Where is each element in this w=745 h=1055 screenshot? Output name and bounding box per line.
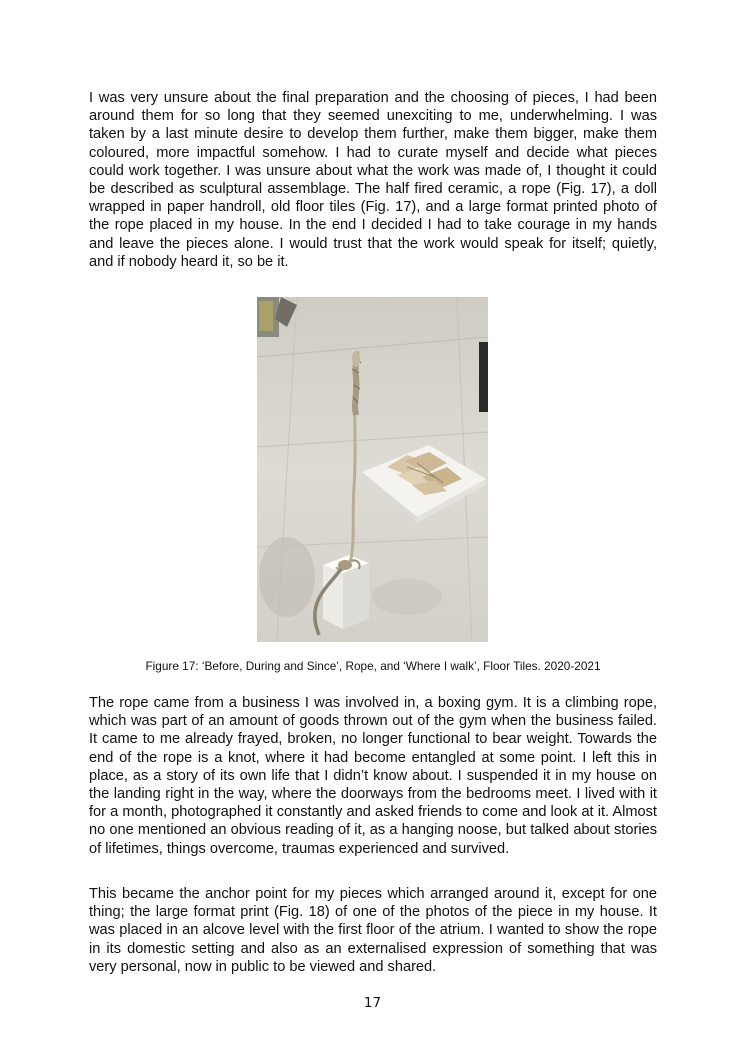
rope-plinth [323, 565, 343, 629]
page-number: 17 [363, 995, 382, 1011]
paragraph-3: This became the anchor point for my pieces which arranged around it, except for one thing; the large format print (Fig. 18) of one of the photos of the piece in my house. It was placed in an alcove level with the first floor of the atrium. I wanted to show the rope in its domestic setting and also as an externalised expression of something that was very personal, now in public to be viewed and shared. [89, 886, 657, 975]
figure-caption: Figure 17: ‘Before, During and Since’, Rope, and ‘Where I walk’, Floor Tiles. 2020-2021 [145, 659, 601, 673]
paragraph-2: The rope came from a business I was involved in, a boxing gym. It is a climbing rope, which was part of an amount of goods thrown out of the gym when the business failed. It came to me already frayed, broken, no longer functional to bear weight. Towards the end of the rope is a knot, where it had become entangled at some point. I left this in place, as a story of its own life that I didn’t know about. I suspended it in my house on the landing right in the way, where the doorways from the bedrooms meet. I lived with it for a month, photographed it constantly and asked friends to come and look at it. Almost no one mentioned an obvious reading of it, as a hanging noose, but talked about stories of lifetimes, things overcome, traumas experienced and survived. [89, 695, 657, 857]
figure-17-photo [257, 297, 488, 642]
rope-and-tiles-photo [257, 297, 488, 642]
paragraph-1: I was very unsure about the final preparation and the choosing of pieces, I had been around them for so long that they seemed unexciting to me, underwhelming. I was taken by a last minute desire to develop them further, make them bigger, make them coloured, more impactful somehow. I had to curate myself and decide what pieces could work together. I was unsure about what the work was made of, I thought it could be described as sculptural assemblage. The half fired ceramic, a rope (Fig. 17), a doll wrapped in paper handroll, old floor tiles (Fig. 17), and a large format printed photo of the rope placed in my house. In the end I decided I had to take courage in my hands and leave the pieces alone. I would trust that the work would speak for itself; quietly, and if nobody heard it, so be it. [89, 90, 657, 270]
